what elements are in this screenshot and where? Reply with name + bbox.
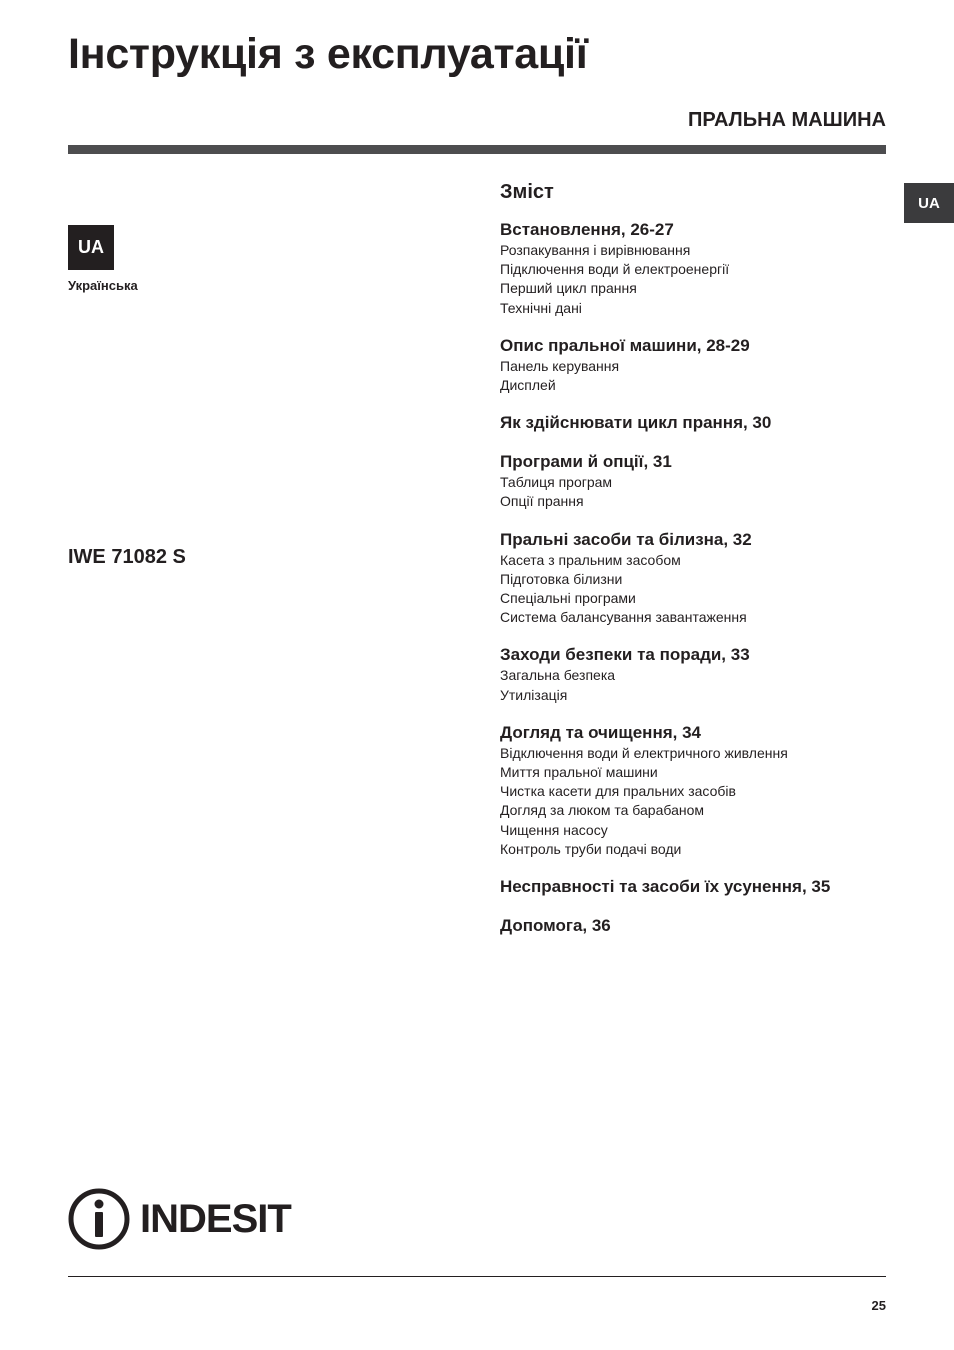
toc-section-title: Як здійснювати цикл прання, 30 [500, 413, 772, 433]
toc-item-list [500, 473, 900, 511]
toc-section-title: Догляд та очищення, 34 [500, 722, 701, 742]
language-name: Українська [68, 278, 138, 293]
toc-item: Догляд за люком та барабаном [500, 802, 704, 819]
toc-section-title: Опис пральної машини, 28-29 [500, 335, 750, 355]
header-rule [68, 145, 886, 154]
toc-item: Відключення води й електричного живлення [500, 744, 788, 761]
brand-wordmark: INDESIT [140, 1197, 291, 1241]
toc-section-title: Програми й опції, 31 [500, 452, 672, 472]
brand-logo [68, 1188, 300, 1250]
toc-section [500, 529, 900, 628]
toc-section [500, 451, 900, 511]
toc-item: Система балансування завантаження [500, 609, 747, 626]
toc-item: Перший цикл прання [500, 280, 637, 297]
toc-item: Технічні дані [500, 299, 582, 316]
page-number: 25 [871, 1298, 886, 1313]
toc-sections [500, 219, 900, 937]
toc-item: Розпакування і вирівнювання [500, 242, 691, 258]
product-type-heading: ПРАЛЬНА МАШИНА [688, 109, 886, 131]
toc-item: Панель керування [500, 357, 620, 374]
indesit-i-icon [68, 1188, 130, 1250]
toc-heading: Зміст [500, 181, 554, 203]
toc-item-list [500, 551, 900, 628]
toc-item: Таблиця програм [500, 474, 613, 491]
toc-section [500, 722, 900, 859]
toc-section-title: Встановлення, 26-27 [500, 220, 674, 239]
language-side-tab: UA [904, 183, 954, 223]
toc-section [500, 915, 900, 937]
toc-item: Утилізація [500, 686, 568, 703]
toc-item: Миття пральної машини [500, 764, 658, 781]
toc-section-title: Несправності та засоби їх усунення, 35 [500, 877, 831, 897]
table-of-contents [500, 178, 900, 954]
toc-section [500, 219, 900, 318]
toc-item: Загальна безпека [500, 667, 616, 684]
toc-item: Контроль труби подачі води [500, 840, 682, 857]
toc-section-title: Заходи безпеки та поради, 33 [500, 645, 750, 665]
toc-item-list [500, 241, 900, 318]
toc-item: Спеціальні програми [500, 590, 636, 607]
toc-item: Дисплей [500, 377, 556, 394]
model-number: IWE 71082 S [68, 546, 186, 568]
toc-item: Чищення насосу [500, 821, 608, 838]
toc-section [500, 644, 900, 704]
toc-item: Підготовка білизни [500, 570, 623, 587]
toc-item: Чистка касети для пральних засобів [500, 783, 736, 800]
toc-item-list [500, 357, 900, 395]
toc-section [500, 335, 900, 395]
toc-section-title: Допомога, 36 [500, 916, 611, 936]
footer-rule [68, 1276, 886, 1277]
toc-item: Опції прання [500, 493, 584, 510]
toc-item-list [500, 744, 900, 859]
toc-section-title: Пральні засоби та білизна, 32 [500, 529, 752, 549]
toc-item-list [500, 666, 900, 704]
toc-section [500, 412, 900, 434]
language-badge: UA [68, 225, 114, 270]
toc-item: Касета з пральним засобом [500, 551, 681, 568]
toc-section [500, 876, 900, 898]
page-title: Інструкція з експлуатації [68, 30, 588, 78]
toc-item: Підключення води й електроенергії [500, 261, 730, 278]
